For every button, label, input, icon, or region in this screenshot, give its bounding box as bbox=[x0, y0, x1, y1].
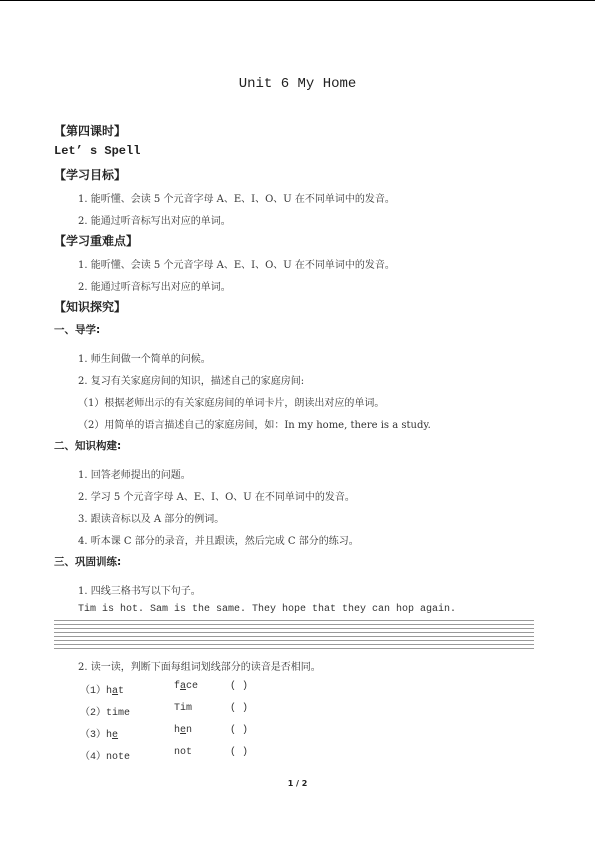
list-item: 2. 学习 5 个元音字母 A、E、I、O、U 在不同单词中的发音。 bbox=[78, 492, 355, 503]
goals-heading: 【学习目标】 bbox=[54, 168, 127, 182]
list-item: 2. 复习有关家庭房间的知识，描述自己的家庭房间: bbox=[78, 376, 305, 387]
list-item: 2. 读一读，判断下面每组词划线部分的读音是否相同。 bbox=[78, 662, 321, 673]
section-title: 三、巩固训练: bbox=[54, 556, 122, 568]
list-item: 1. 四线三格书写以下句子。 bbox=[78, 586, 201, 597]
section-title: 一、导学: bbox=[54, 324, 101, 336]
goal-item: 2. 能通过听音标写出对应的单词。 bbox=[78, 216, 231, 227]
answer-blank[interactable]: ( ) bbox=[230, 747, 249, 758]
answer-blank[interactable]: ( ) bbox=[230, 725, 249, 736]
key-point-item: 1. 能听懂、会读 5 个元音字母 A、E、I、O、U 在不同单词中的发音。 bbox=[78, 260, 395, 271]
key-point-item: 2. 能通过听音标写出对应的单词。 bbox=[78, 282, 231, 293]
list-item: 3. 跟读音标以及 A 部分的例词。 bbox=[78, 514, 225, 525]
pair-row: （4）note bbox=[80, 752, 131, 763]
lesson-heading: 【第四课时】 bbox=[54, 124, 127, 138]
pair-row: （3）he bbox=[80, 730, 119, 741]
list-item: 4. 听本课 C 部分的录音，并且跟读，然后完成 C 部分的练习。 bbox=[78, 536, 359, 547]
page-title: Unit 6 My Home bbox=[238, 76, 357, 92]
goal-item: 1. 能听懂、会读 5 个元音字母 A、E、I、O、U 在不同单词中的发音。 bbox=[78, 194, 395, 205]
sub-item: （1）根据老师出示的有关家庭房间的单词卡片，朗读出对应的单词。 bbox=[78, 398, 385, 409]
section-title: 二、知识构建: bbox=[54, 440, 122, 452]
pair-word-b: hen bbox=[174, 725, 193, 736]
page-number: 1 / 2 bbox=[287, 779, 308, 788]
pair-row: （1）hat bbox=[80, 686, 125, 697]
header-rule bbox=[0, 0, 595, 1]
list-item: 1. 回答老师提出的问题。 bbox=[78, 470, 191, 481]
key-points-heading: 【学习重难点】 bbox=[54, 234, 139, 248]
answer-blank[interactable]: ( ) bbox=[230, 703, 249, 714]
pair-row: （2）time bbox=[80, 708, 131, 719]
lesson-subtitle: Let’ s Spell bbox=[54, 144, 141, 158]
list-item: 1. 师生间做一个简单的问候。 bbox=[78, 354, 211, 365]
pair-word-b: face bbox=[174, 681, 199, 692]
practice-sentence: Tim is hot. Sam is the same. They hope that they can hop again. bbox=[78, 604, 457, 615]
pair-word-b: Tim bbox=[174, 703, 193, 714]
explore-heading: 【知识探究】 bbox=[54, 300, 127, 314]
answer-blank[interactable]: ( ) bbox=[230, 681, 249, 692]
sub-item: （2）用简单的语言描述自己的家庭房间，如：In my home, there is a study. bbox=[78, 420, 431, 431]
pair-word-b: not bbox=[174, 747, 193, 758]
four-line-grid bbox=[54, 620, 534, 652]
